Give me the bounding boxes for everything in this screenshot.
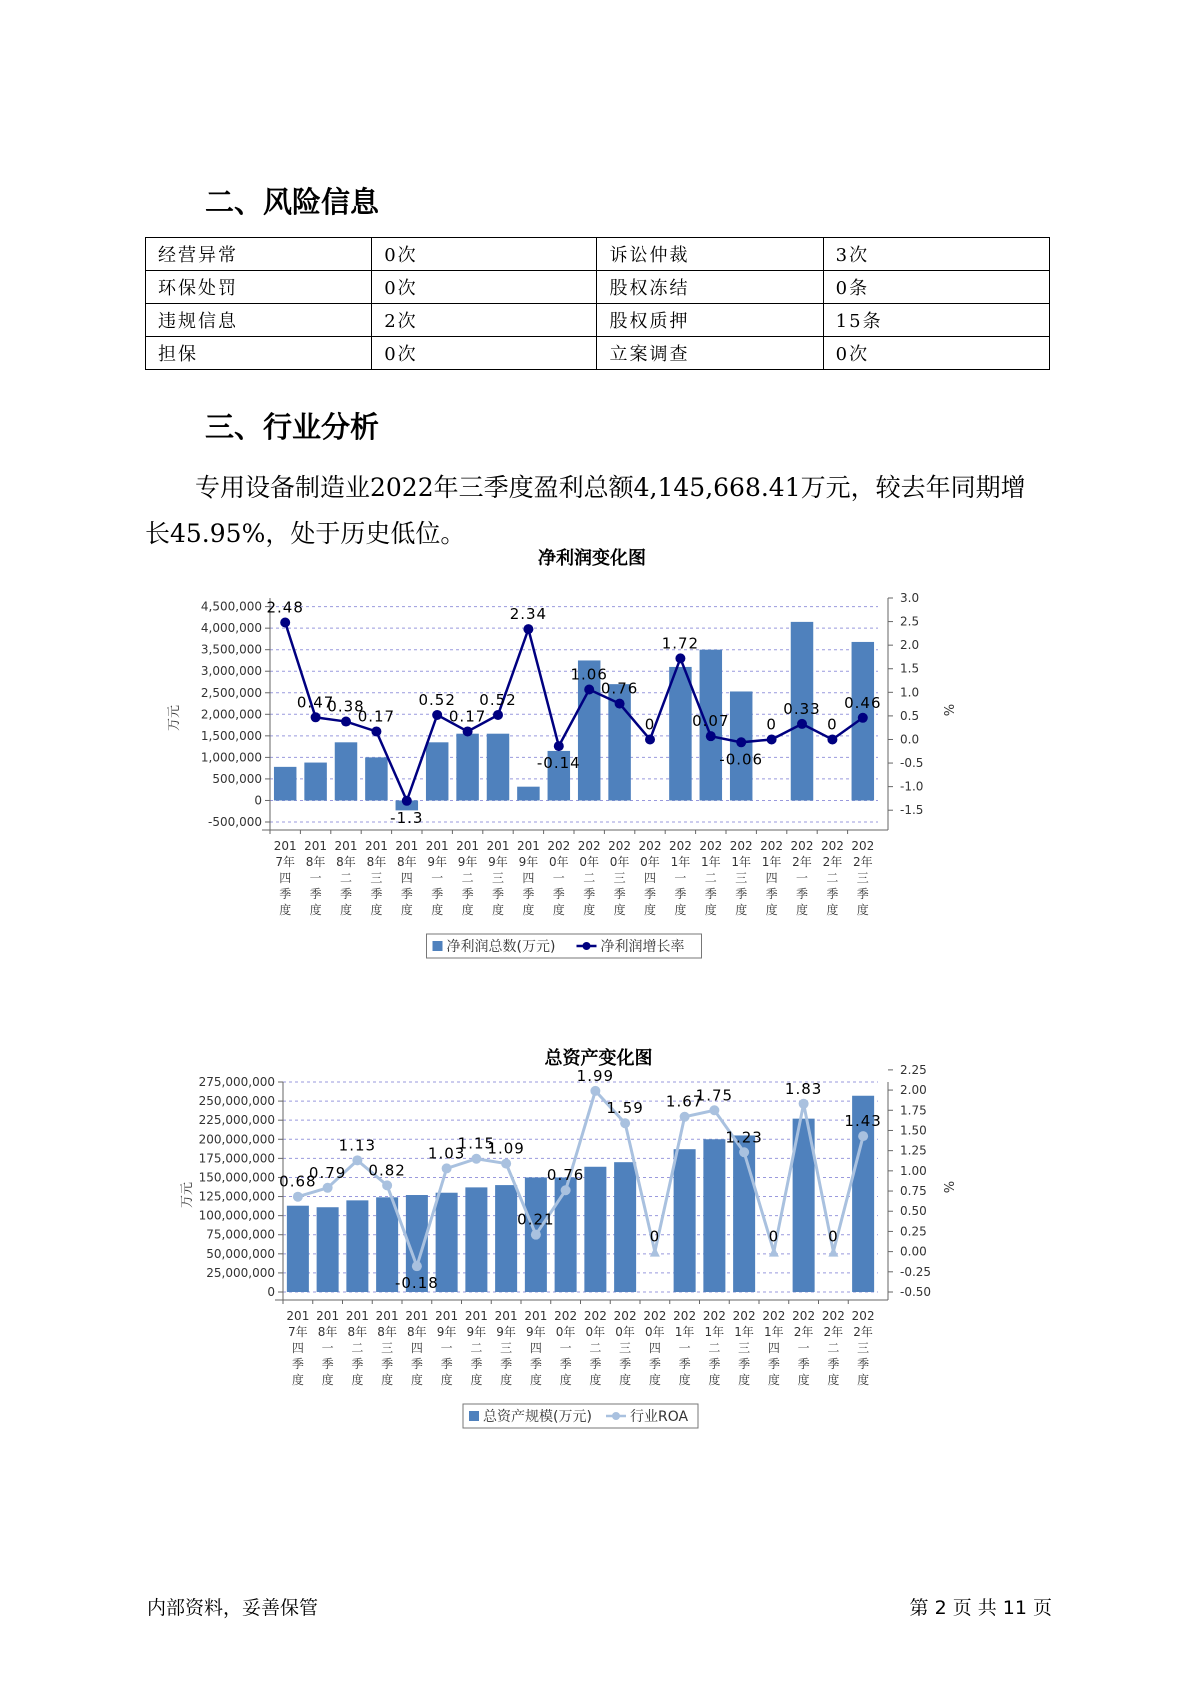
table-cell: 立案调查 bbox=[597, 337, 823, 370]
bar bbox=[426, 742, 448, 800]
bar bbox=[346, 1200, 368, 1292]
legend-label: 总资产规模(万元) bbox=[483, 1409, 592, 1425]
chart-title: 净利润变化图 bbox=[538, 548, 646, 569]
data-label: -0.14 bbox=[536, 754, 581, 773]
series-point bbox=[523, 624, 533, 634]
data-label: 0.17 bbox=[448, 707, 487, 726]
y-right-tick-label: -0.5 bbox=[900, 756, 924, 771]
data-label: 1.59 bbox=[606, 1099, 644, 1118]
series-point bbox=[769, 1247, 779, 1257]
y-right-tick-label: 2.5 bbox=[900, 614, 920, 629]
bar bbox=[287, 1206, 309, 1292]
x-tick-label: 201 9年一季度 bbox=[425, 839, 449, 917]
series-point bbox=[463, 726, 473, 736]
x-tick-label: 202 1年三季度 bbox=[729, 839, 753, 917]
series-point bbox=[293, 1192, 303, 1202]
y-right-tick-label: 0.0 bbox=[900, 732, 920, 747]
x-tick-label: 202 2年二季度 bbox=[821, 1309, 845, 1387]
x-tick-label: 202 0年一季度 bbox=[547, 839, 571, 917]
series-point bbox=[827, 734, 837, 744]
bar bbox=[274, 767, 296, 801]
bar bbox=[733, 1135, 755, 1292]
table-row bbox=[146, 337, 1050, 370]
y-left-tick-label: 225,000,000 bbox=[198, 1113, 275, 1128]
series-point bbox=[799, 1099, 809, 1109]
data-label: 2.48 bbox=[266, 598, 304, 617]
chart-title: 总资产变化图 bbox=[544, 1048, 653, 1069]
series-point bbox=[323, 1183, 333, 1193]
table-cell: 股权冻结 bbox=[597, 271, 823, 304]
legend-bar-swatch bbox=[469, 1411, 479, 1421]
data-label: 2.34 bbox=[509, 605, 548, 624]
data-label: 0.52 bbox=[418, 690, 456, 709]
bar bbox=[456, 734, 478, 801]
page-number: 第 2 页 共 11 页 bbox=[909, 1597, 1052, 1619]
y-right-tick-label: -0.50 bbox=[900, 1285, 932, 1299]
series-point bbox=[341, 717, 351, 727]
x-tick-label: 202 2年二季度 bbox=[820, 839, 844, 917]
data-label: -0.06 bbox=[719, 750, 764, 769]
table-cell: 0次 bbox=[823, 337, 1049, 370]
x-tick-label: 202 1年四季度 bbox=[760, 839, 784, 917]
bar bbox=[436, 1193, 458, 1292]
x-tick-label: 202 1年一季度 bbox=[673, 1309, 697, 1387]
series-point bbox=[706, 731, 716, 741]
y-left-tick-label: 1,000,000 bbox=[200, 750, 262, 765]
x-tick-label: 202 0年三季度 bbox=[608, 839, 632, 917]
y-right-tick-label: 1.5 bbox=[900, 661, 920, 676]
series-point bbox=[412, 1261, 422, 1271]
table-cell: 0次 bbox=[372, 337, 597, 370]
x-tick-label: 202 0年二季度 bbox=[577, 839, 601, 917]
series-point bbox=[709, 1105, 719, 1115]
x-tick-label: 202 2年一季度 bbox=[792, 1309, 816, 1387]
series-point bbox=[620, 1118, 630, 1128]
series-point bbox=[675, 653, 685, 663]
x-tick-label: 202 2年三季度 bbox=[851, 839, 875, 917]
series-point bbox=[382, 1180, 392, 1190]
table-row bbox=[146, 271, 1050, 304]
bar bbox=[495, 1185, 517, 1292]
x-tick-label: 202 1年一季度 bbox=[668, 839, 692, 917]
x-tick-label: 201 8年二季度 bbox=[345, 1309, 369, 1387]
series-point bbox=[858, 1131, 868, 1141]
y-right-tick-label: 0.50 bbox=[900, 1204, 927, 1219]
data-label: 1.03 bbox=[427, 1144, 466, 1163]
series-point bbox=[402, 796, 412, 806]
series-point bbox=[280, 618, 290, 628]
x-tick-label: 201 8年一季度 bbox=[304, 839, 328, 917]
y-left-axis-label: 万元 bbox=[180, 1181, 195, 1209]
series-point bbox=[442, 1163, 452, 1173]
data-label: 0 bbox=[827, 715, 838, 734]
y-right-tick-label: 1.00 bbox=[900, 1163, 927, 1178]
data-label: 0.79 bbox=[308, 1163, 347, 1182]
y-right-tick-label: 1.50 bbox=[900, 1123, 927, 1138]
x-tick-label: 201 7年四季度 bbox=[273, 839, 297, 917]
data-label: 1.13 bbox=[338, 1136, 377, 1155]
series-point bbox=[650, 1247, 660, 1257]
series-point bbox=[531, 1230, 541, 1240]
industry-paragraph: 专用设备制造业2022年三季度盈利总额4,145,668.41万元，较去年同期增长45.95%，处于历史低位。 bbox=[145, 473, 1026, 548]
y-right-axis-label: % bbox=[940, 703, 955, 717]
y-right-tick-label: 0.75 bbox=[900, 1184, 927, 1199]
y-left-tick-label: -500,000 bbox=[208, 815, 262, 829]
y-left-tick-label: 4,000,000 bbox=[200, 621, 262, 636]
data-label: 1.83 bbox=[784, 1079, 823, 1098]
series-point bbox=[432, 710, 442, 720]
y-right-tick-label: 1.0 bbox=[900, 685, 920, 700]
series-point bbox=[584, 684, 594, 694]
y-left-tick-label: 4,500,000 bbox=[200, 599, 262, 614]
bar bbox=[669, 667, 691, 801]
x-tick-label: 201 8年三季度 bbox=[364, 839, 388, 917]
series-point bbox=[680, 1112, 690, 1122]
y-left-tick-label: 0 bbox=[254, 793, 262, 808]
x-tick-label: 201 9年四季度 bbox=[516, 839, 540, 917]
net-profit-chart bbox=[150, 548, 1030, 1032]
table-cell: 违规信息 bbox=[146, 304, 372, 337]
table-cell: 15条 bbox=[823, 304, 1049, 337]
industry-section-heading: 三、行业分析 bbox=[205, 410, 380, 444]
bar bbox=[614, 1162, 636, 1292]
x-tick-label: 201 9年三季度 bbox=[486, 839, 510, 917]
y-left-tick-label: 3,500,000 bbox=[200, 642, 262, 657]
data-label: 1.67 bbox=[665, 1092, 704, 1111]
y-left-tick-label: 250,000,000 bbox=[198, 1094, 275, 1109]
series-point bbox=[797, 719, 807, 729]
data-label: 0 bbox=[828, 1227, 839, 1246]
y-left-tick-label: 200,000,000 bbox=[198, 1132, 275, 1147]
data-label: 0.21 bbox=[517, 1210, 555, 1229]
y-right-tick-label: 1.75 bbox=[900, 1103, 927, 1118]
series-point bbox=[311, 712, 321, 722]
bar bbox=[304, 763, 326, 801]
series-point bbox=[858, 713, 868, 723]
table-cell: 2次 bbox=[372, 304, 597, 337]
series-point bbox=[471, 1154, 481, 1164]
data-label: 0.47 bbox=[296, 693, 335, 712]
series-point bbox=[645, 734, 655, 744]
y-left-tick-label: 50,000,000 bbox=[206, 1246, 275, 1261]
legend-label: 行业ROA bbox=[630, 1409, 689, 1425]
series-point bbox=[615, 699, 625, 709]
bar bbox=[674, 1149, 696, 1292]
table-cell: 诉讼仲裁 bbox=[597, 238, 823, 271]
y-left-tick-label: 25,000,000 bbox=[206, 1265, 275, 1280]
series-point bbox=[767, 734, 777, 744]
y-right-tick-label: 3.0 bbox=[900, 591, 920, 605]
data-label: 0.07 bbox=[692, 712, 730, 731]
y-left-tick-label: 0 bbox=[267, 1285, 275, 1299]
bar bbox=[365, 757, 387, 800]
x-tick-label: 201 9年二季度 bbox=[456, 839, 480, 917]
x-tick-label: 202 2年一季度 bbox=[790, 839, 814, 917]
x-tick-label: 201 9年三季度 bbox=[494, 1309, 518, 1387]
data-label: 0 bbox=[649, 1227, 661, 1246]
y-right-tick-label: 0.5 bbox=[900, 708, 920, 723]
x-tick-label: 202 0年四季度 bbox=[643, 1309, 667, 1387]
table-cell: 3次 bbox=[823, 238, 1049, 271]
bar bbox=[517, 787, 539, 801]
bar bbox=[487, 734, 509, 801]
y-left-tick-label: 75,000,000 bbox=[206, 1227, 275, 1242]
data-label: 1.99 bbox=[576, 1066, 615, 1085]
data-label: 1.75 bbox=[695, 1086, 734, 1105]
table-row bbox=[146, 238, 1050, 271]
x-tick-label: 202 0年四季度 bbox=[638, 839, 662, 917]
legend-line-marker bbox=[583, 942, 591, 950]
table-cell: 经营异常 bbox=[146, 238, 372, 271]
series-point bbox=[561, 1185, 571, 1195]
data-label: 0.68 bbox=[279, 1172, 317, 1191]
x-tick-label: 202 1年二季度 bbox=[702, 1309, 726, 1387]
data-label: 1.72 bbox=[661, 634, 700, 653]
y-right-tick-label: -0.25 bbox=[900, 1264, 932, 1279]
y-left-tick-label: 125,000,000 bbox=[198, 1189, 275, 1204]
y-left-axis-label: 万元 bbox=[167, 704, 182, 732]
data-label: 0.17 bbox=[357, 707, 396, 726]
y-left-tick-label: 100,000,000 bbox=[198, 1208, 275, 1223]
x-tick-label: 201 8年四季度 bbox=[405, 1309, 429, 1387]
data-label: 0 bbox=[766, 715, 777, 734]
x-tick-label: 201 8年一季度 bbox=[316, 1309, 340, 1387]
y-right-tick-label: -1.5 bbox=[900, 803, 924, 818]
data-label: -1.3 bbox=[390, 808, 424, 827]
data-label: 1.23 bbox=[725, 1128, 763, 1147]
series-point bbox=[371, 726, 381, 736]
y-right-tick-label: 0.00 bbox=[900, 1244, 927, 1259]
legend-label: 净利润增长率 bbox=[600, 939, 685, 955]
data-label: 0.52 bbox=[479, 690, 517, 709]
y-left-tick-label: 3,000,000 bbox=[200, 664, 262, 679]
bar bbox=[465, 1187, 487, 1292]
table-cell: 股权质押 bbox=[597, 304, 823, 337]
data-label: 1.15 bbox=[457, 1134, 496, 1153]
x-tick-label: 202 1年二季度 bbox=[699, 839, 723, 917]
x-tick-label: 202 1年三季度 bbox=[732, 1309, 756, 1387]
y-left-tick-label: 500,000 bbox=[212, 771, 262, 786]
data-label: 0 bbox=[644, 715, 656, 734]
bar bbox=[335, 742, 357, 800]
data-label: 0 bbox=[768, 1227, 780, 1246]
bar bbox=[317, 1207, 339, 1292]
x-tick-label: 201 9年四季度 bbox=[524, 1309, 548, 1387]
bar bbox=[703, 1139, 725, 1292]
y-left-tick-label: 150,000,000 bbox=[198, 1170, 275, 1185]
series-point bbox=[493, 710, 503, 720]
series-point bbox=[739, 1147, 749, 1157]
data-label: 1.06 bbox=[570, 665, 608, 684]
data-label: 1.43 bbox=[844, 1112, 882, 1131]
x-tick-label: 201 7年四季度 bbox=[286, 1309, 310, 1387]
data-label: -0.18 bbox=[394, 1274, 439, 1293]
y-right-tick-label: 2.00 bbox=[900, 1083, 927, 1098]
y-right-tick-label: 2.25 bbox=[900, 1062, 927, 1077]
table-cell: 0条 bbox=[823, 271, 1049, 304]
series-point bbox=[736, 737, 746, 747]
table-cell: 0次 bbox=[372, 238, 597, 271]
x-tick-label: 201 8年二季度 bbox=[334, 839, 358, 917]
table-cell: 环保处罚 bbox=[146, 271, 372, 304]
data-label: 0.38 bbox=[327, 697, 365, 716]
x-tick-label: 202 1年四季度 bbox=[762, 1309, 786, 1387]
series-point bbox=[352, 1155, 362, 1165]
table-cell: 0次 bbox=[372, 271, 597, 304]
y-right-tick-label: 2.0 bbox=[900, 638, 920, 653]
x-tick-label: 202 0年三季度 bbox=[613, 1309, 637, 1387]
total-assets-chart bbox=[150, 1048, 1030, 1532]
bar bbox=[584, 1167, 606, 1292]
x-tick-label: 201 9年一季度 bbox=[435, 1309, 459, 1387]
risk-section-heading: 二、风险信息 bbox=[205, 185, 380, 219]
table-row bbox=[146, 304, 1050, 337]
data-label: 0.76 bbox=[600, 679, 639, 698]
y-right-axis-label: % bbox=[940, 1180, 955, 1194]
y-right-tick-label: -1.0 bbox=[900, 779, 924, 794]
y-left-tick-label: 2,000,000 bbox=[200, 707, 262, 722]
series-point bbox=[828, 1247, 838, 1257]
y-left-tick-label: 275,000,000 bbox=[198, 1075, 275, 1089]
y-right-tick-label: 1.25 bbox=[900, 1143, 927, 1158]
x-tick-label: 202 0年二季度 bbox=[583, 1309, 607, 1387]
legend-label: 净利润总数(万元) bbox=[446, 939, 556, 955]
data-label: 1.09 bbox=[487, 1139, 525, 1158]
data-label: 0.46 bbox=[844, 693, 882, 712]
y-left-tick-label: 175,000,000 bbox=[198, 1151, 275, 1166]
x-tick-label: 201 8年四季度 bbox=[395, 839, 419, 917]
series-point bbox=[590, 1086, 600, 1096]
legend-line-marker bbox=[612, 1412, 620, 1420]
y-left-tick-label: 2,500,000 bbox=[200, 685, 262, 700]
y-left-tick-label: 1,500,000 bbox=[200, 728, 262, 743]
series-point bbox=[554, 741, 564, 751]
x-tick-label: 201 8年三季度 bbox=[375, 1309, 399, 1387]
data-label: 0.76 bbox=[546, 1166, 585, 1185]
data-label: 0.82 bbox=[368, 1161, 406, 1180]
table-cell: 担保 bbox=[146, 337, 372, 370]
footer-note: 内部资料，妥善保管 bbox=[147, 1597, 319, 1619]
legend-bar-swatch bbox=[433, 941, 443, 951]
x-tick-label: 202 0年一季度 bbox=[554, 1309, 578, 1387]
data-label: 0.33 bbox=[783, 699, 821, 718]
x-tick-label: 202 2年三季度 bbox=[851, 1309, 875, 1387]
x-tick-label: 201 9年二季度 bbox=[464, 1309, 488, 1387]
y-right-tick-label: 0.25 bbox=[900, 1224, 927, 1239]
risk-table bbox=[145, 237, 1050, 370]
series-point bbox=[501, 1159, 511, 1169]
